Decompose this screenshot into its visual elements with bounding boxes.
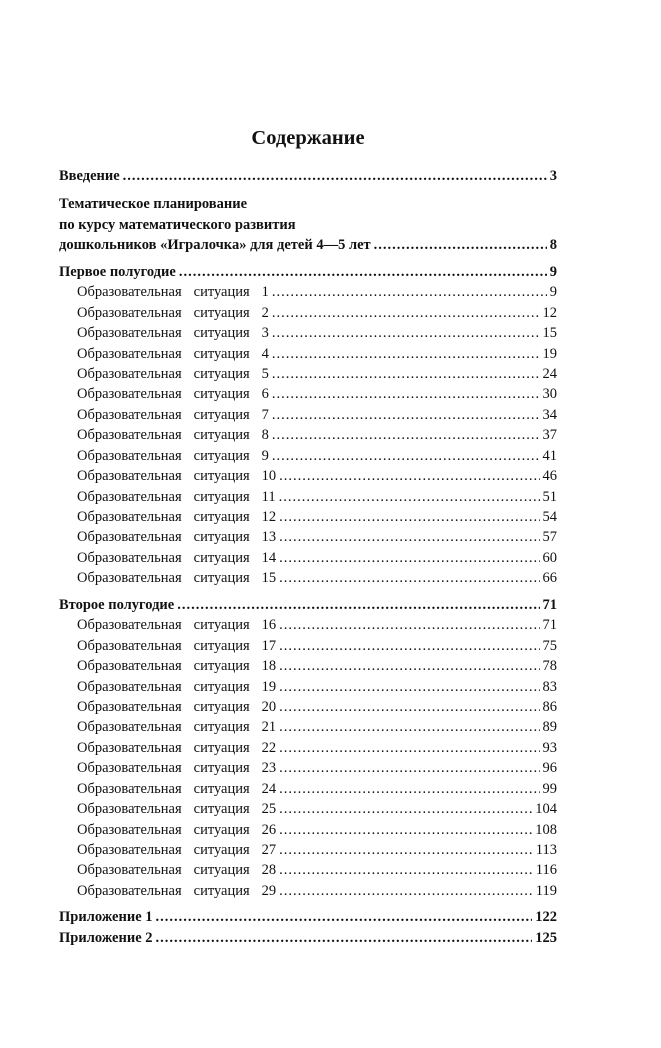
toc-entry-word: Образовательная [77, 637, 182, 654]
toc-entry-number: 9 [261, 447, 269, 464]
toc-entry-word: ситуация [193, 842, 250, 858]
leader-dots [279, 466, 539, 486]
toc-entry-label [77, 758, 276, 778]
toc-entry-number: 20 [261, 698, 277, 715]
toc-entry-label: Приложение 2 [59, 929, 153, 946]
leader-dots [279, 568, 539, 588]
leader-dots [177, 595, 539, 615]
toc-entry-label [77, 568, 276, 588]
toc-page-number: 89 [542, 719, 557, 736]
toc-entry-number: 13 [261, 529, 277, 546]
toc-page-number: 71 [542, 617, 557, 634]
toc-entry-number: 6 [261, 386, 269, 403]
toc-entry-situation[interactable] [59, 656, 557, 676]
toc-entry-situation[interactable] [59, 527, 557, 547]
leader-dots [279, 881, 533, 901]
toc-entry-word: ситуация [193, 509, 250, 525]
toc-entry-label [77, 840, 276, 860]
toc-entry-label: дошкольников «Игралочка» для детей 4—5 лет [59, 237, 371, 254]
toc-entry-word: ситуация [193, 386, 250, 403]
toc-entry-intro[interactable] [59, 166, 557, 186]
toc-entry-label [77, 799, 276, 819]
toc-page-number: 96 [542, 760, 557, 777]
toc-entry-word: ситуация [193, 427, 250, 444]
toc-entry-number: 18 [261, 658, 277, 675]
toc-entry-label [77, 466, 276, 486]
toc-entry-word: ситуация [193, 658, 250, 675]
toc-page-number: 54 [542, 509, 557, 525]
toc-entry-situation[interactable] [59, 303, 557, 323]
toc-entry-word: ситуация [193, 637, 250, 654]
toc-entry-situation[interactable] [59, 323, 557, 343]
leader-dots [279, 677, 539, 697]
toc-entry-number: 21 [261, 719, 277, 736]
leader-dots [272, 282, 547, 302]
toc-entry-situation[interactable] [59, 568, 557, 588]
leader-dots [272, 303, 540, 323]
toc-page-number: 71 [542, 596, 557, 613]
toc-entry-word: ситуация [193, 529, 250, 546]
toc-entry-label [77, 615, 276, 635]
toc-entry-number: 22 [261, 739, 277, 756]
toc-entry-word: Образовательная [77, 570, 182, 587]
toc-entry-label [77, 717, 276, 737]
toc-entry-word: ситуация [193, 780, 250, 797]
toc-page-number: 41 [542, 447, 557, 464]
toc-entry-situation[interactable] [59, 548, 557, 568]
toc-entry-number: 8 [261, 427, 269, 444]
toc-entry-number: 25 [261, 801, 277, 818]
leader-dots [272, 323, 540, 343]
toc-entry-word: Образовательная [77, 801, 182, 818]
toc-entry-situation[interactable] [59, 487, 557, 507]
toc-page-number: 19 [542, 345, 557, 362]
toc-entry-label [77, 677, 276, 697]
toc-entry-word: Образовательная [77, 406, 182, 423]
toc-entry-situation[interactable] [59, 507, 557, 527]
toc-entry-number: 12 [261, 509, 277, 525]
toc-page-number: 75 [542, 637, 557, 654]
toc-page-number: 24 [542, 365, 557, 382]
toc-page-number: 108 [535, 821, 557, 838]
toc-entry-word: ситуация [193, 570, 250, 587]
toc-page-number: 66 [542, 570, 557, 587]
toc-page-number: 113 [535, 842, 557, 858]
toc-entry-number: 27 [261, 842, 277, 858]
toc-entry-label [77, 507, 276, 527]
leader-dots [279, 840, 533, 860]
toc-entry-word: Образовательная [77, 325, 182, 342]
toc-entry-label [77, 779, 276, 799]
toc-entry-word: ситуация [193, 862, 250, 879]
leader-dots [156, 907, 533, 927]
toc-entry-label [77, 820, 276, 840]
toc-page-number: 46 [542, 468, 557, 485]
toc-entry-planning-line: по курсу математического развития [59, 216, 296, 233]
toc-entry-word: ситуация [193, 447, 250, 464]
toc-entry-label [77, 446, 269, 466]
toc-entry-situation[interactable] [59, 636, 557, 656]
part1-list [59, 282, 557, 589]
toc-entry-word: ситуация [193, 365, 250, 382]
leader-dots [279, 779, 539, 799]
toc-page-number: 119 [535, 882, 557, 899]
toc-page-number: 3 [549, 168, 557, 184]
toc-entry-word: Образовательная [77, 698, 182, 715]
leader-dots [272, 446, 540, 466]
leader-dots [279, 738, 539, 758]
toc-entry-label [77, 738, 276, 758]
toc-page-number: 51 [542, 488, 557, 505]
toc-entry-number: 23 [261, 760, 277, 777]
toc-entry-situation[interactable] [59, 697, 557, 717]
leader-dots [279, 507, 539, 527]
toc-entry-word: ситуация [193, 345, 250, 362]
toc-entry-number: 1 [261, 284, 269, 301]
leader-dots [179, 262, 547, 282]
toc-entry-number: 15 [261, 570, 277, 587]
toc-entry-label [77, 344, 269, 364]
toc-entry-appendix[interactable] [59, 928, 557, 948]
part2-list [59, 615, 557, 901]
toc-page-number: 122 [535, 909, 557, 926]
toc-page-number: 8 [549, 237, 557, 254]
toc-entry-number: 14 [261, 549, 277, 566]
toc-entry-word: ситуация [193, 678, 250, 695]
toc-entry-word: Образовательная [77, 345, 182, 362]
toc-entry-number: 2 [261, 304, 269, 321]
toc-page-number: 37 [542, 427, 557, 444]
toc-page-number: 60 [542, 549, 557, 566]
toc-entry-label [77, 323, 269, 343]
toc-entry-word: ситуация [193, 549, 250, 566]
toc-entry-number: 26 [261, 821, 277, 838]
toc-entry-word: Образовательная [77, 447, 182, 464]
toc-section-part2[interactable] [59, 595, 557, 615]
toc-entry-word: Образовательная [77, 719, 182, 736]
leader-dots [279, 487, 540, 507]
toc-entry-word: Образовательная [77, 427, 182, 444]
toc-entry-situation[interactable] [59, 466, 557, 486]
toc-entry-word: ситуация [193, 719, 250, 736]
toc-entry-word: Образовательная [77, 842, 182, 858]
toc-entry-label [77, 282, 269, 302]
leader-dots [279, 636, 539, 656]
toc-entry-label [77, 384, 269, 404]
toc-entry-label [77, 487, 276, 507]
table-of-contents [59, 166, 557, 948]
toc-entry-word: ситуация [193, 488, 250, 505]
toc-section-part1[interactable] [59, 262, 557, 282]
leader-dots [279, 527, 539, 547]
toc-entry-word: ситуация [193, 739, 250, 756]
toc-entry-number: 19 [261, 678, 277, 695]
toc-entry-label [77, 656, 276, 676]
toc-entry-situation[interactable] [59, 615, 557, 635]
toc-entry-label: Введение [59, 168, 120, 184]
toc-entry-word: Образовательная [77, 386, 182, 403]
toc-entry-word: Образовательная [77, 739, 182, 756]
toc-entry-word: ситуация [193, 698, 250, 715]
toc-page-number: 104 [535, 801, 557, 818]
toc-entry-situation[interactable] [59, 717, 557, 737]
toc-entry-situation[interactable] [59, 860, 557, 880]
toc-entry-word: ситуация [193, 617, 250, 634]
toc-entry-word: ситуация [193, 801, 250, 818]
toc-page-number: 86 [542, 698, 557, 715]
leader-dots [279, 717, 539, 737]
toc-page-number: 34 [542, 406, 557, 423]
toc-entry-situation[interactable] [59, 738, 557, 758]
toc-entry-label [77, 364, 269, 384]
toc-entry-word: ситуация [193, 468, 250, 485]
toc-entry-word: ситуация [193, 304, 250, 321]
toc-entry-label [77, 405, 269, 425]
toc-entry-word: Образовательная [77, 780, 182, 797]
toc-entry-label [77, 697, 276, 717]
toc-entry-word: Образовательная [77, 821, 182, 838]
toc-entry-appendix[interactable] [59, 907, 557, 927]
toc-entry-word: ситуация [193, 760, 250, 777]
toc-entry-label [77, 303, 269, 323]
leader-dots [279, 548, 539, 568]
toc-page-number: 99 [542, 780, 557, 797]
toc-entry-number: 3 [261, 325, 269, 342]
toc-entry-word: Образовательная [77, 678, 182, 695]
appendix-list [59, 907, 557, 948]
toc-entry-label [77, 881, 276, 901]
toc-entry-word: Образовательная [77, 658, 182, 675]
toc-entry-word: ситуация [193, 325, 250, 342]
toc-page-number: 57 [542, 529, 557, 546]
toc-entry-number: 11 [261, 488, 276, 505]
leader-dots [272, 405, 540, 425]
toc-entry-number: 7 [261, 406, 269, 423]
leader-dots [272, 384, 540, 404]
toc-entry-number: 16 [261, 617, 277, 634]
toc-entry-label: Первое полугодие [59, 263, 176, 280]
toc-entry-number: 17 [261, 637, 277, 654]
toc-entry-situation[interactable] [59, 758, 557, 778]
toc-entry-label [77, 548, 276, 568]
leader-dots [279, 758, 539, 778]
toc-page-number: 78 [542, 658, 557, 675]
toc-entry-planning[interactable] [59, 235, 557, 255]
toc-entry-label: Второе полугодие [59, 596, 175, 613]
toc-entry-word: Образовательная [77, 549, 182, 566]
toc-entry-label [77, 425, 269, 445]
toc-page-number: 30 [542, 386, 557, 403]
toc-entry-word: Образовательная [77, 304, 182, 321]
toc-entry-number: 24 [261, 780, 277, 797]
toc-entry-number: 4 [261, 345, 269, 362]
toc-page-number: 9 [549, 263, 557, 280]
toc-entry-word: Образовательная [77, 529, 182, 546]
toc-entry-word: ситуация [193, 284, 250, 301]
leader-dots [279, 615, 539, 635]
document-page [59, 0, 557, 1048]
toc-entry-word: Образовательная [77, 862, 182, 879]
toc-entry-number: 29 [261, 882, 277, 899]
toc-entry-number: 10 [261, 468, 277, 485]
toc-entry-situation[interactable] [59, 384, 557, 404]
toc-page-number: 9 [549, 284, 557, 301]
toc-page-number: 125 [535, 929, 557, 946]
toc-page-number: 83 [542, 678, 557, 695]
toc-entry-planning-line: Тематическое планирование [59, 196, 248, 213]
leader-dots [272, 344, 540, 364]
toc-entry-word: ситуация [193, 406, 250, 423]
toc-entry-label [77, 860, 276, 880]
toc-entry-word: ситуация [193, 821, 250, 838]
toc-entry-situation[interactable] [59, 677, 557, 697]
toc-entry-word: Образовательная [77, 760, 182, 777]
toc-entry-word: Образовательная [77, 882, 182, 899]
toc-page-number: 116 [535, 862, 557, 879]
leader-dots [279, 820, 532, 840]
leader-dots [272, 364, 540, 384]
toc-entry-situation[interactable] [59, 344, 557, 364]
leader-dots [156, 928, 533, 948]
toc-entry-situation[interactable] [59, 820, 557, 840]
toc-entry-number: 28 [261, 862, 277, 879]
toc-entry-situation[interactable] [59, 779, 557, 799]
toc-page-number: 12 [542, 304, 557, 321]
leader-dots [279, 799, 532, 819]
toc-entry-situation[interactable] [59, 282, 557, 302]
toc-entry-situation[interactable] [59, 881, 557, 901]
toc-entry-word: Образовательная [77, 284, 182, 301]
toc-page-number: 93 [542, 739, 557, 756]
toc-entry-word: Образовательная [77, 617, 182, 634]
toc-entry-label [77, 527, 276, 547]
toc-entry-situation[interactable] [59, 799, 557, 819]
toc-entry-label [77, 636, 276, 656]
leader-dots [272, 425, 540, 445]
toc-entry-word: Образовательная [77, 365, 182, 382]
toc-entry-situation[interactable] [59, 405, 557, 425]
toc-entry-situation[interactable] [59, 364, 557, 384]
toc-entry-word: Образовательная [77, 509, 182, 525]
toc-page-number: 15 [542, 325, 557, 342]
toc-entry-situation[interactable] [59, 840, 557, 860]
leader-dots [279, 860, 533, 880]
leader-dots [123, 166, 547, 186]
toc-entry-word: Образовательная [77, 468, 182, 485]
toc-entry-situation[interactable] [59, 446, 557, 466]
toc-entry-word: ситуация [193, 882, 250, 899]
leader-dots [279, 697, 539, 717]
leader-dots [374, 235, 547, 255]
page-title: Содержание [251, 127, 365, 149]
leader-dots [279, 656, 539, 676]
toc-entry-number: 5 [261, 365, 269, 382]
toc-entry-label: Приложение 1 [59, 909, 153, 926]
toc-entry-situation[interactable] [59, 425, 557, 445]
toc-entry-word: Образовательная [77, 488, 182, 505]
